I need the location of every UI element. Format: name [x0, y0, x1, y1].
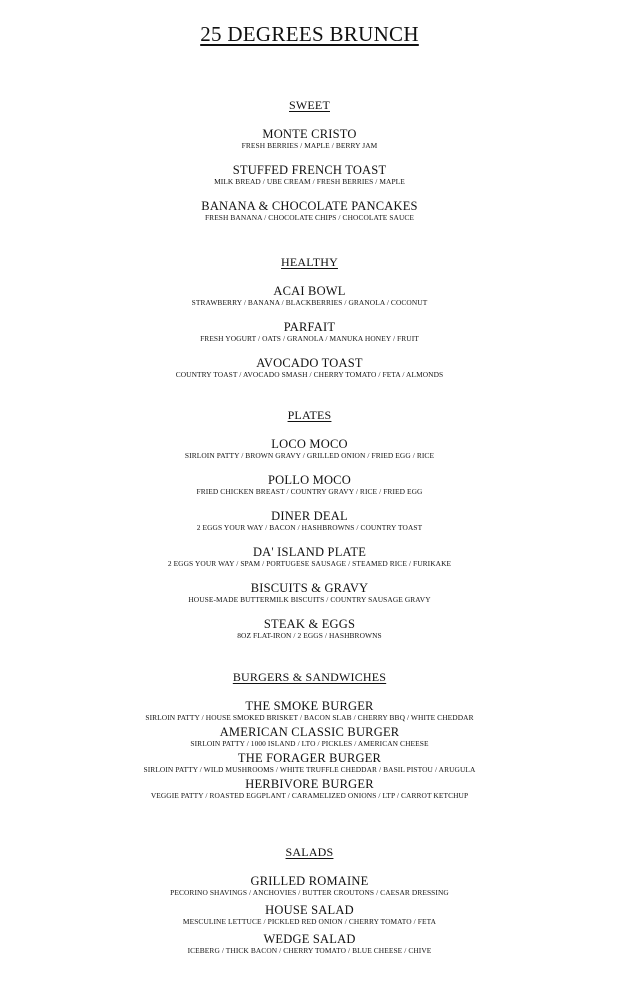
menu-item-name: STEAK & EGGS	[263, 617, 356, 631]
menu-item-description: SIRLOIN PATTY / HOUSE SMOKED BRISKET / BACON SLAB / CHERRY BBQ / WHITE CHEDDAR	[145, 713, 474, 722]
section-heading: PLATES	[287, 408, 332, 422]
menu-item-description: PECORINO SHAVINGS / ANCHOVIES / BUTTER CROUTONS / CAESAR DRESSING	[170, 888, 449, 897]
menu-item-description: FRESH BERRIES / MAPLE / BERRY JAM	[241, 141, 378, 150]
menu-item-name: BISCUITS & GRAVY	[250, 581, 369, 595]
menu-item-description: SIRLOIN PATTY / BROWN GRAVY / GRILLED ONION / FRIED EGG / RICE	[184, 451, 435, 460]
menu-item-description: 8OZ FLAT-IRON / 2 EGGS / HASHBROWNS	[237, 631, 382, 640]
menu-item-description: FRESH YOGURT / OATS / GRANOLA / MANUKA HONEY / FRUIT	[200, 334, 419, 343]
menu-item-description: FRESH BANANA / CHOCOLATE CHIPS / CHOCOLATE SAUCE	[204, 213, 415, 222]
menu-item-description: 2 EGGS YOUR WAY / BACON / HASHBROWNS / COUNTRY TOAST	[196, 523, 423, 532]
menu-item-description: HOUSE-MADE BUTTERMILK BISCUITS / COUNTRY SAUSAGE GRAVY	[188, 595, 431, 604]
menu-item-name: POLLO MOCO	[268, 473, 351, 487]
menu-item-description: MESCULINE LETTUCE / PICKLED RED ONION / CHERRY TOMATO / FETA	[182, 917, 437, 926]
menu-item	[0, 437, 619, 460]
menu-item	[0, 127, 619, 150]
menu-item	[0, 874, 619, 897]
menu-item-description: ICEBERG / THICK BACON / CHERRY TOMATO / BLUE CHEESE / CHIVE	[187, 946, 432, 955]
menu-item-name: GRILLED ROMAINE	[250, 874, 369, 888]
menu-item-description: FRIED CHICKEN BREAST / COUNTRY GRAVY / RICE / FRIED EGG	[196, 487, 423, 496]
menu-item	[0, 163, 619, 186]
menu-item-name: STUFFED FRENCH TOAST	[232, 163, 387, 177]
section-heading: HEALTHY	[281, 255, 338, 269]
menu-item	[0, 725, 619, 748]
menu-item-description: COUNTRY TOAST / AVOCADO SMASH / CHERRY TOMATO / FETA / ALMONDS	[175, 370, 444, 379]
menu-item-name: ACAI BOWL	[273, 284, 346, 298]
menu-item-name: PARFAIT	[283, 320, 336, 334]
menu-item	[0, 320, 619, 343]
menu-item-name: AMERICAN CLASSIC BURGER	[219, 725, 400, 739]
menu-item	[0, 903, 619, 926]
section-healthy	[0, 255, 619, 379]
menu-item-name: HERBIVORE BURGER	[245, 777, 374, 791]
menu-item-name: LOCO MOCO	[271, 437, 348, 451]
menu-item-description: VEGGIE PATTY / ROASTED EGGPLANT / CARAMELIZED ONIONS / LTP / CARROT KETCHUP	[150, 791, 469, 800]
section-heading: BURGERS & SANDWICHES	[232, 670, 387, 684]
section-salads	[0, 845, 619, 955]
menu-item	[0, 356, 619, 379]
section-sweet	[0, 98, 619, 222]
menu-item-name: DA' ISLAND PLATE	[252, 545, 367, 559]
menu-item-name: HOUSE SALAD	[265, 903, 354, 917]
section-plates	[0, 408, 619, 640]
menu-item	[0, 284, 619, 307]
menu-item-name: WEDGE SALAD	[263, 932, 356, 946]
section-heading: SWEET	[289, 98, 330, 112]
menu-item	[0, 932, 619, 955]
menu-item-description: SIRLOIN PATTY / WILD MUSHROOMS / WHITE TRUFFLE CHEDDAR / BASIL PISTOU / ARUGULA	[143, 765, 476, 774]
menu-item	[0, 473, 619, 496]
menu-item-name: THE FORAGER BURGER	[237, 751, 382, 765]
menu-item-description: STRAWBERRY / BANANA / BLACKBERRIES / GRANOLA / COCONUT	[191, 298, 428, 307]
menu-item-name: DINER DEAL	[271, 509, 348, 523]
menu-item	[0, 545, 619, 568]
menu-item	[0, 617, 619, 640]
menu-item	[0, 581, 619, 604]
menu-item-description: MILK BREAD / UBE CREAM / FRESH BERRIES / MAPLE	[214, 177, 405, 186]
menu-item-name: BANANA & CHOCOLATE PANCAKES	[201, 199, 418, 213]
menu-item	[0, 509, 619, 532]
menu-title: 25 DEGREES BRUNCH	[200, 22, 419, 46]
menu-item-description: SIRLOIN PATTY / 1000 ISLAND / LTO / PICKLES / AMERICAN CHEESE	[190, 739, 429, 748]
menu-item	[0, 777, 619, 800]
menu-item	[0, 751, 619, 774]
menu-item-name: MONTE CRISTO	[262, 127, 357, 141]
section-burgers-sandwiches	[0, 670, 619, 800]
menu-item-name: AVOCADO TOAST	[256, 356, 363, 370]
menu-item-description: 2 EGGS YOUR WAY / SPAM / PORTUGESE SAUSAGE / STEAMED RICE / FURIKAKE	[167, 559, 452, 568]
menu-item-name: THE SMOKE BURGER	[245, 699, 374, 713]
section-heading: SALADS	[285, 845, 334, 859]
menu-item	[0, 699, 619, 722]
menu-item	[0, 199, 619, 222]
